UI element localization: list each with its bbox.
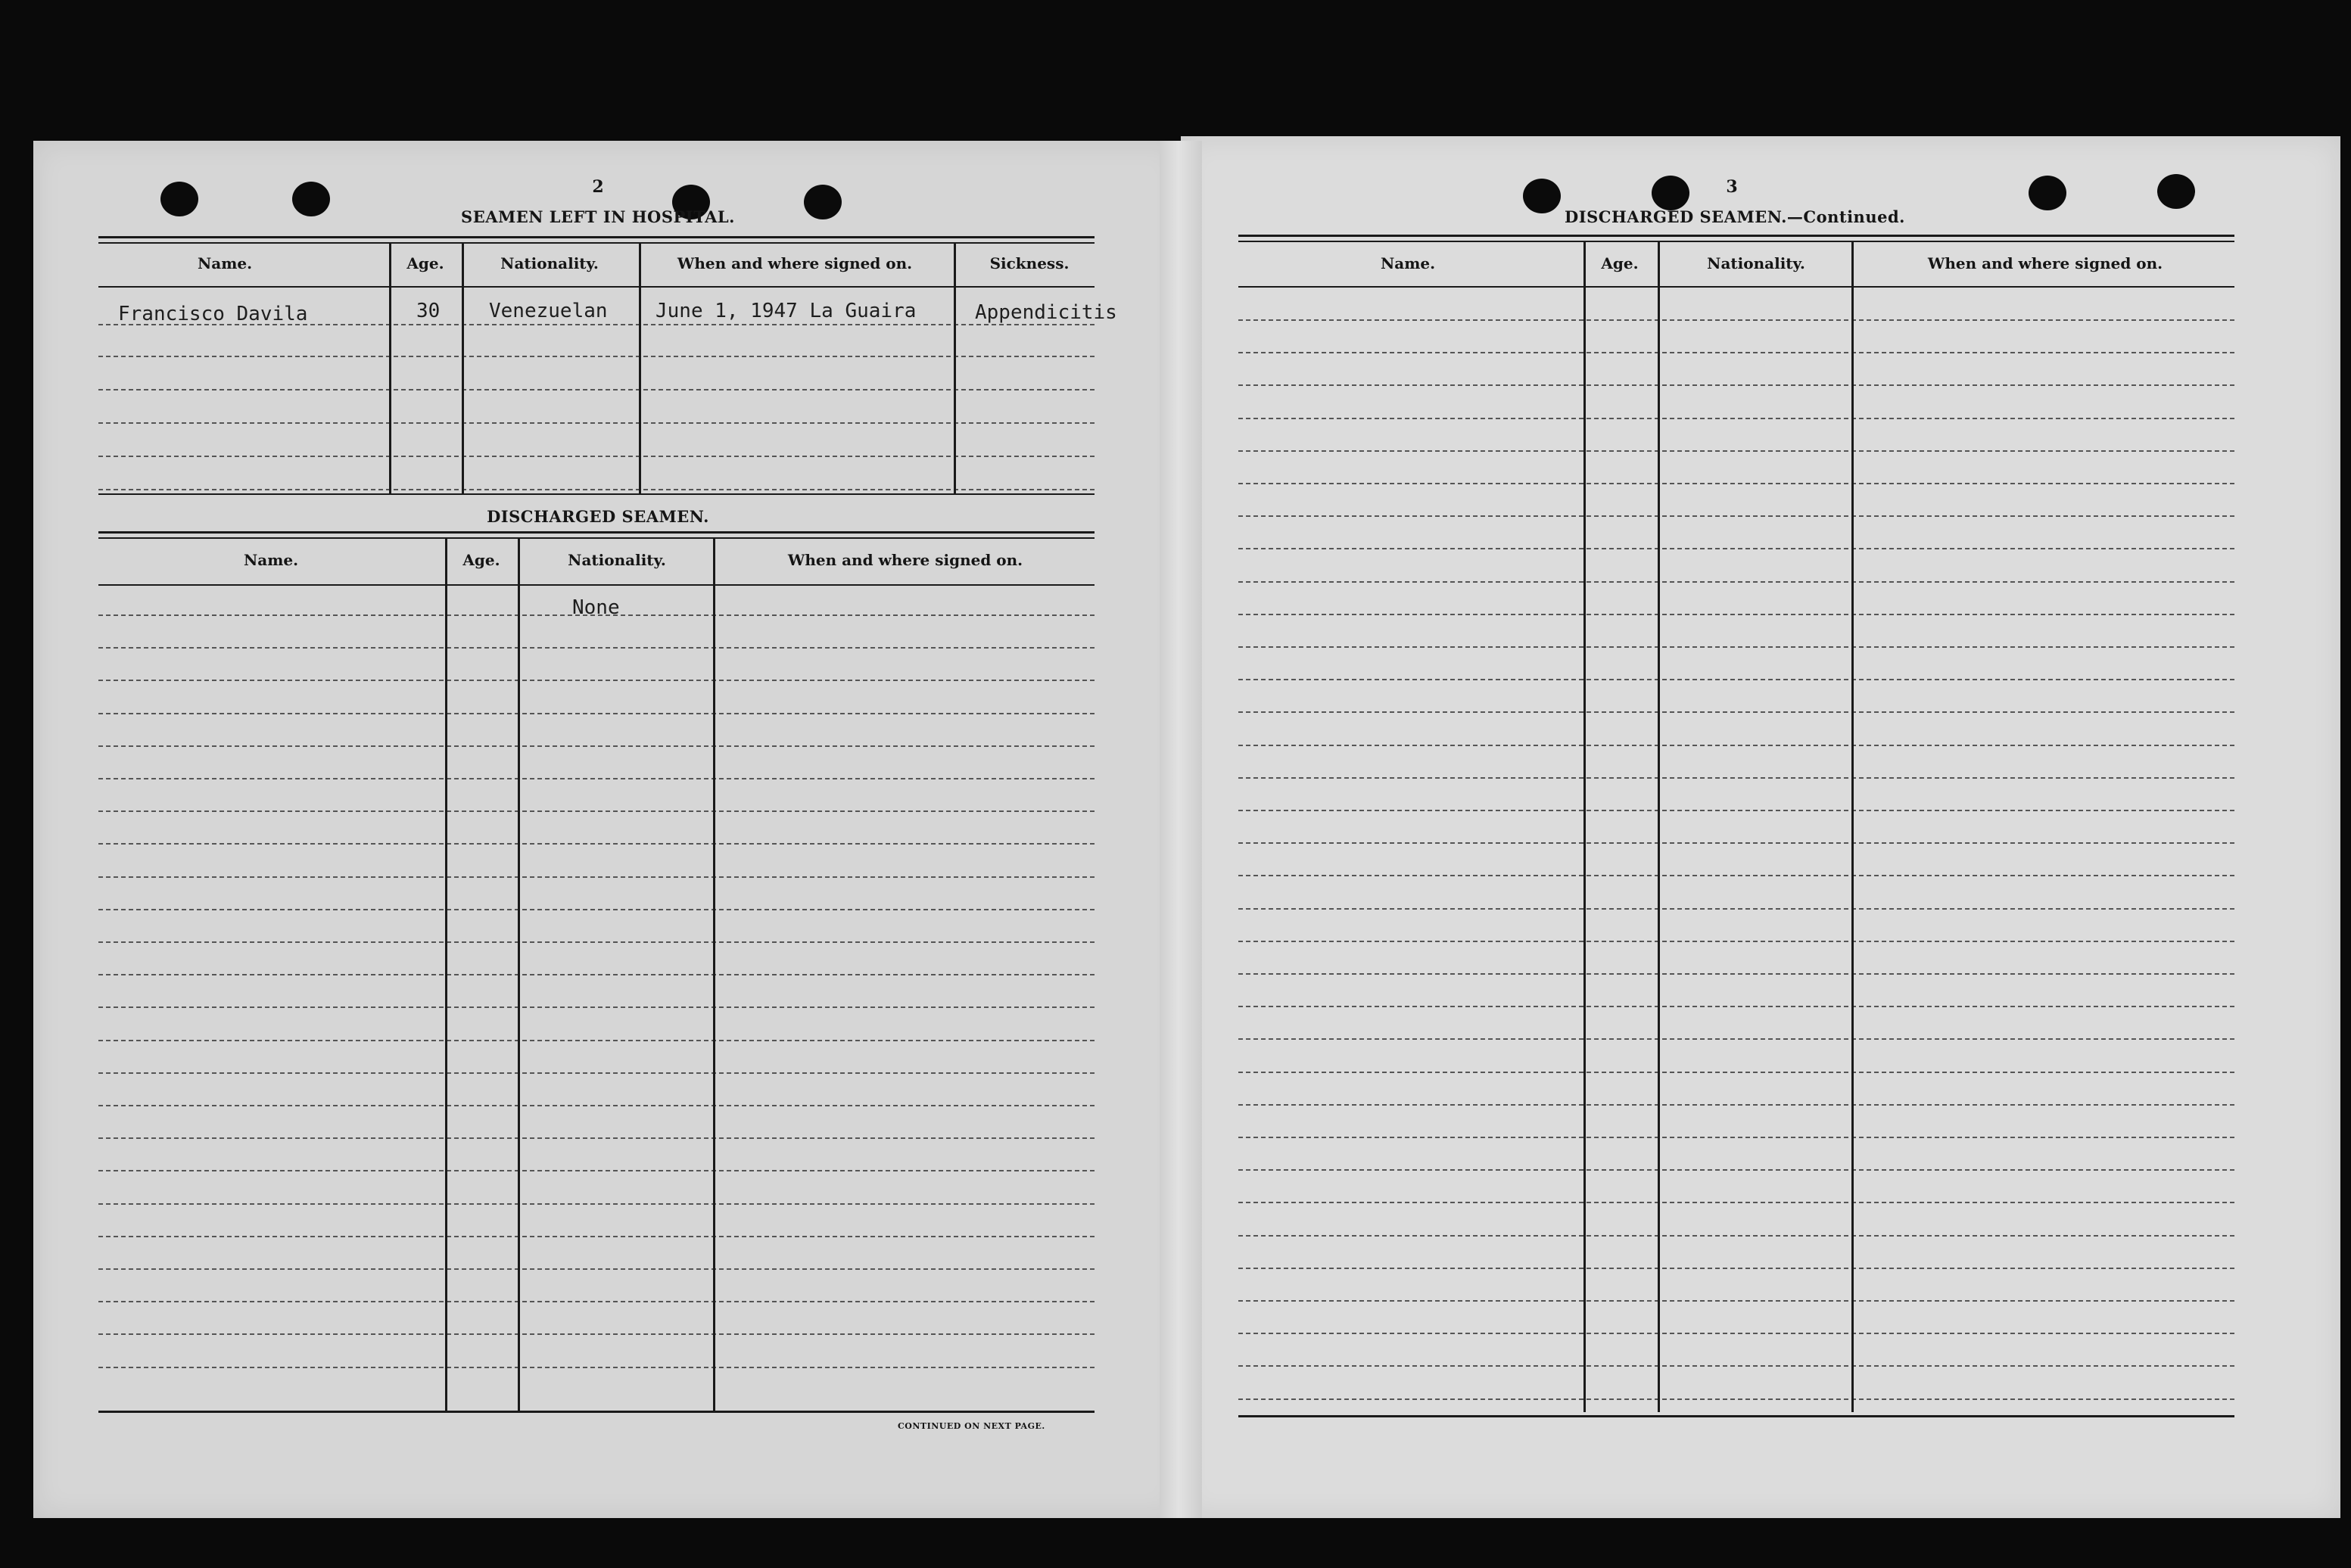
ruled-line: [1238, 1333, 2234, 1334]
ruled-line: [98, 1203, 1095, 1205]
ruled-line: [1238, 614, 2234, 615]
page-number-right: 3: [1726, 177, 1738, 197]
ruled-line: [1238, 973, 2234, 975]
table-bottom-rule: [98, 493, 1095, 495]
ruled-line: [1238, 842, 2234, 844]
ruled-line: [98, 1268, 1095, 1270]
ruled-line: [98, 1236, 1095, 1237]
ruled-line: [98, 810, 1095, 812]
table-bottom-rule: [1238, 1415, 2234, 1417]
table-top-rule: [1238, 235, 2234, 237]
punch-hole: [1523, 179, 1561, 213]
hospital-col-age: Age.: [406, 254, 444, 272]
ruled-line: [98, 745, 1095, 747]
punch-hole: [1652, 176, 1689, 210]
ruled-line: [98, 909, 1095, 910]
ruled-line: [98, 1072, 1095, 1074]
hospital-row-name: Francisco Davila: [118, 303, 308, 325]
ruled-line: [1238, 450, 2234, 452]
hospital-row-age: 30: [416, 300, 441, 322]
punch-hole: [804, 185, 842, 219]
ruled-line: [98, 1137, 1095, 1139]
hospital-row-sickness: Appendicitis: [975, 301, 1117, 324]
ruled-line: [98, 356, 1095, 357]
hospital-section-title: SEAMEN LEFT IN HOSPITAL.: [461, 207, 735, 226]
ruled-line: [1238, 711, 2234, 713]
right-page: [1181, 136, 2340, 1518]
column-divider: [518, 539, 520, 1412]
ruled-line: [98, 456, 1095, 457]
ruled-line: [1238, 1137, 2234, 1138]
punch-hole: [292, 182, 330, 216]
column-divider: [639, 244, 641, 493]
ruled-line: [1238, 875, 2234, 876]
punch-hole: [160, 182, 198, 216]
ruled-line: [1238, 1038, 2234, 1040]
ruled-line: [98, 324, 1095, 325]
right-col-when-where: When and where signed on.: [1927, 254, 2163, 272]
continued-footer: CONTINUED ON NEXT PAGE.: [898, 1421, 1045, 1431]
column-divider: [713, 539, 715, 1412]
discharged-col-nationality: Nationality.: [568, 551, 666, 569]
ruled-line: [98, 614, 1095, 616]
hospital-col-name: Name.: [197, 254, 253, 272]
table-bottom-rule: [98, 1411, 1095, 1413]
discharged-col-age: Age.: [462, 551, 500, 569]
right-section-title: DISCHARGED SEAMEN.—Continued.: [1565, 207, 1905, 226]
ruled-line: [98, 389, 1095, 390]
ruled-line: [1238, 1006, 2234, 1007]
right-col-nationality: Nationality.: [1707, 254, 1805, 272]
page-number-left: 2: [592, 177, 604, 197]
discharged-col-name: Name.: [243, 551, 299, 569]
ruled-line: [1238, 418, 2234, 419]
header-bottom-rule: [98, 286, 1095, 288]
ruled-line: [1238, 1268, 2234, 1269]
ruled-line: [1238, 1398, 2234, 1400]
ruled-line: [1238, 908, 2234, 910]
ruled-line: [1238, 1104, 2234, 1106]
ruled-line: [98, 974, 1095, 975]
ruled-line: [98, 941, 1095, 943]
ruled-line: [1238, 679, 2234, 680]
ruled-line: [98, 1170, 1095, 1171]
ruled-line: [98, 713, 1095, 714]
column-divider: [1851, 242, 1854, 1412]
hospital-row-nationality: Venezuelan: [489, 300, 608, 322]
ruled-line: [1238, 1300, 2234, 1302]
ruled-line: [1238, 515, 2234, 517]
ruled-line: [1238, 319, 2234, 321]
ruled-line: [1238, 646, 2234, 648]
column-divider: [954, 244, 956, 493]
ruled-line: [98, 1105, 1095, 1106]
ruled-line: [1238, 1072, 2234, 1073]
ruled-line: [98, 1301, 1095, 1302]
column-divider: [1658, 242, 1660, 1412]
ruled-line: [1238, 1365, 2234, 1367]
ruled-line: [98, 778, 1095, 779]
page-gutter: [1160, 141, 1202, 1518]
ruled-line: [1238, 548, 2234, 549]
table-top-rule: [98, 236, 1095, 238]
table-top-rule: [98, 531, 1095, 534]
ruled-line: [98, 876, 1095, 878]
ruled-line: [98, 422, 1095, 424]
column-divider: [1583, 242, 1586, 1412]
ruled-line: [98, 647, 1095, 649]
ruled-line: [98, 1367, 1095, 1368]
ruled-line: [98, 1006, 1095, 1008]
ruled-line: [1238, 483, 2234, 484]
discharged-section-title: DISCHARGED SEAMEN.: [487, 507, 709, 526]
ruled-line: [98, 1040, 1095, 1041]
right-col-name: Name.: [1380, 254, 1436, 272]
ruled-line: [1238, 1235, 2234, 1237]
ruled-line: [98, 489, 1095, 490]
table-top-rule: [98, 537, 1095, 539]
ruled-line: [1238, 810, 2234, 811]
ruled-line: [1238, 745, 2234, 746]
header-bottom-rule: [98, 584, 1095, 586]
column-divider: [445, 539, 447, 1412]
punch-hole: [2157, 174, 2195, 209]
ruled-line: [1238, 941, 2234, 942]
ruled-line: [98, 1333, 1095, 1335]
ruled-line: [1238, 352, 2234, 353]
table-top-rule: [98, 242, 1095, 244]
ruled-line: [98, 843, 1095, 845]
ruled-line: [98, 680, 1095, 681]
column-divider: [462, 244, 464, 493]
hospital-col-sickness: Sickness.: [989, 254, 1070, 272]
table-top-rule: [1238, 241, 2234, 242]
hospital-col-when-where: When and where signed on.: [677, 254, 913, 272]
discharged-none-entry: None: [572, 596, 620, 619]
header-bottom-rule: [1238, 286, 2234, 288]
ruled-line: [1238, 777, 2234, 779]
discharged-col-when-where: When and where signed on.: [787, 551, 1023, 569]
ruled-line: [1238, 581, 2234, 583]
right-col-age: Age.: [1601, 254, 1639, 272]
ruled-line: [1238, 1169, 2234, 1171]
punch-hole: [2029, 176, 2066, 210]
left-page: [33, 141, 1181, 1518]
hospital-col-nationality: Nationality.: [500, 254, 599, 272]
ruled-line: [1238, 1202, 2234, 1203]
column-divider: [389, 244, 391, 493]
ruled-line: [1238, 384, 2234, 386]
hospital-row-when-where: June 1, 1947 La Guaira: [655, 300, 917, 322]
